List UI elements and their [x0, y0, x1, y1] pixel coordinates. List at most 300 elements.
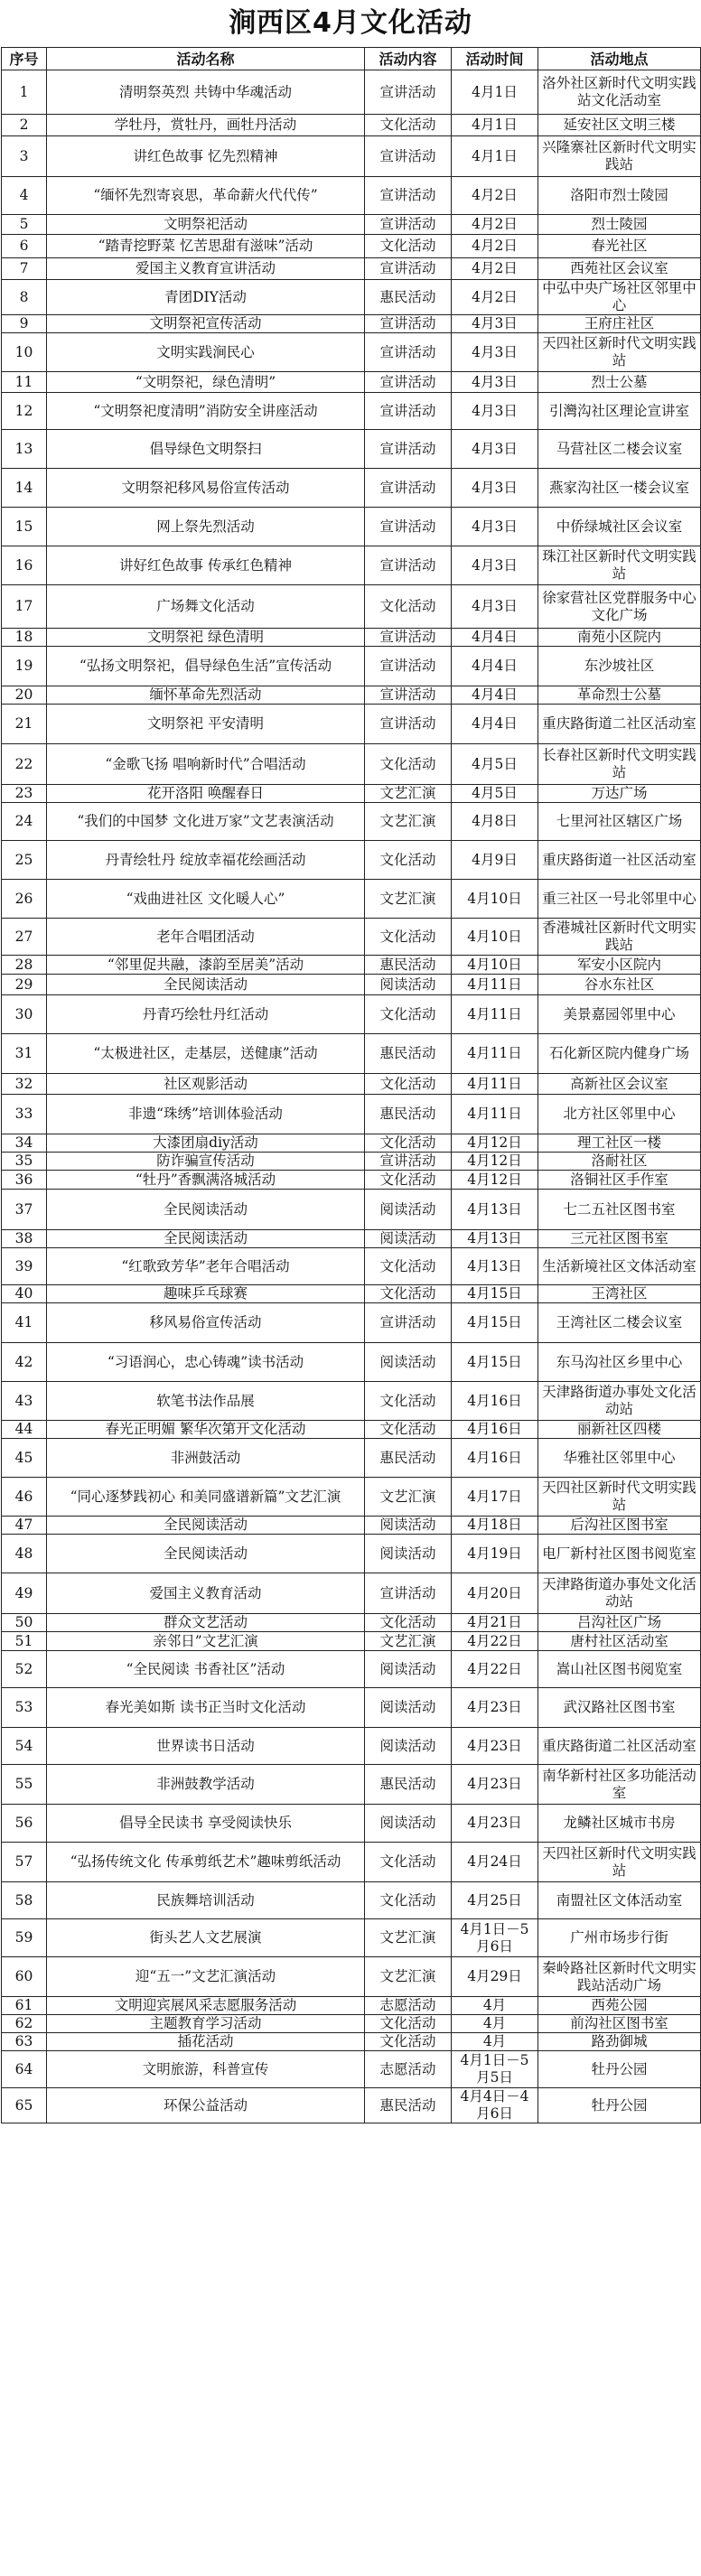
row-number: 22	[2, 744, 47, 785]
activity-type: 宣讲活动	[365, 686, 452, 705]
activity-date: 4月13日	[452, 1230, 538, 1248]
table-row	[2, 1134, 701, 1153]
activity-type: 阅读活动	[365, 1230, 452, 1248]
activity-place: 七二五社区图书室	[538, 1190, 701, 1230]
table-row	[2, 430, 701, 469]
activity-place: 谷水东社区	[538, 975, 701, 995]
table-row	[2, 2015, 701, 2033]
activity-name: “缅怀先烈寄哀思，革命薪火代代传”	[47, 177, 365, 215]
table-row	[2, 744, 701, 785]
activity-place: 烈士陵园	[538, 215, 701, 235]
activity-type: 文艺汇演	[365, 785, 452, 803]
activity-place: 王湾社区	[538, 1285, 701, 1303]
row-number: 19	[2, 647, 47, 686]
activity-type: 惠民活动	[365, 956, 452, 975]
activity-name: 防诈骗宣传活动	[47, 1153, 365, 1171]
activity-name: 迎“五一”文艺汇演活动	[47, 1957, 365, 1997]
activity-date: 4月10日	[452, 956, 538, 975]
table-row	[2, 919, 701, 956]
activity-name: 网上祭先烈活动	[47, 508, 365, 546]
activity-type: 文化活动	[365, 115, 452, 136]
row-number: 33	[2, 1095, 47, 1134]
table-row	[2, 995, 701, 1034]
activity-type: 宣讲活动	[365, 315, 452, 333]
activity-type: 阅读活动	[365, 1535, 452, 1573]
activity-type: 文化活动	[365, 1382, 452, 1421]
row-number: 62	[2, 2015, 47, 2033]
activity-name: 丹青巧绘牡丹红活动	[47, 995, 365, 1034]
activity-name: 全民阅读活动	[47, 1535, 365, 1573]
table-row	[2, 1074, 701, 1095]
activity-type: 阅读活动	[365, 1805, 452, 1843]
table-row	[2, 1034, 701, 1074]
activity-name: 趣味乒乓球赛	[47, 1285, 365, 1303]
activity-place: 牡丹公园	[538, 2051, 701, 2088]
activity-name: 非遗“珠绣”培训体验活动	[47, 1095, 365, 1134]
table-row	[2, 880, 701, 919]
activity-name: 文明迎宾展风采志愿服务活动	[47, 1997, 365, 2015]
activity-place: 高新社区会议室	[538, 1074, 701, 1095]
activity-name: 非洲鼓活动	[47, 1439, 365, 1478]
activity-date: 4月12日	[452, 1171, 538, 1190]
activity-name: 文明实践涧民心	[47, 333, 365, 372]
activity-name: 倡导绿色文明祭扫	[47, 430, 365, 469]
row-number: 9	[2, 315, 47, 333]
activity-date: 4月15日	[452, 1285, 538, 1303]
row-number: 12	[2, 393, 47, 430]
activity-name: 老年合唱团活动	[47, 919, 365, 956]
activity-name: 丹青绘牡丹 绽放幸福花绘画活动	[47, 841, 365, 880]
activity-place: 嵩山社区图书阅览室	[538, 1651, 701, 1688]
table-row	[2, 372, 701, 393]
activity-place: 牡丹公园	[538, 2088, 701, 2123]
activity-date: 4月2日	[452, 215, 538, 235]
activity-date: 4月23日	[452, 1728, 538, 1765]
activity-date: 4月15日	[452, 1303, 538, 1343]
row-number: 44	[2, 1421, 47, 1439]
activity-name: 群众文艺活动	[47, 1614, 365, 1632]
activity-date: 4月1日	[452, 70, 538, 115]
activity-place: 军安小区院内	[538, 956, 701, 975]
activity-type: 阅读活动	[365, 1517, 452, 1535]
activity-type: 惠民活动	[365, 1034, 452, 1074]
activity-name: “我们的中国梦 文化进万家”文艺表演活动	[47, 803, 365, 841]
row-number: 31	[2, 1034, 47, 1074]
table-row	[2, 1439, 701, 1478]
row-number: 40	[2, 1285, 47, 1303]
activity-type: 文艺汇演	[365, 1632, 452, 1651]
activity-name: “红歌致芳华”老年合唱活动	[47, 1248, 365, 1285]
table-row	[2, 1573, 701, 1614]
activity-name: “太极进社区，走基层，送健康”活动	[47, 1034, 365, 1074]
table-row	[2, 686, 701, 705]
table-row	[2, 1632, 701, 1651]
row-number: 18	[2, 629, 47, 647]
activity-type: 阅读活动	[365, 1651, 452, 1688]
table-row	[2, 1171, 701, 1190]
activity-name: 青团DIY活动	[47, 280, 365, 315]
activity-date: 4月2日	[452, 177, 538, 215]
activity-name: 学牡丹，赏牡丹，画牡丹活动	[47, 115, 365, 136]
activity-type: 文化活动	[365, 744, 452, 785]
activity-place: 革命烈士公墓	[538, 686, 701, 705]
activity-type: 文艺汇演	[365, 1919, 452, 1957]
activity-type: 宣讲活动	[365, 647, 452, 686]
activity-date: 4月2日	[452, 258, 538, 280]
activity-place: 徐家营社区党群服务中心文化广场	[538, 585, 701, 629]
activity-name: 讲好红色故事 传承红色精神	[47, 546, 365, 585]
activity-date: 4月11日	[452, 1034, 538, 1074]
row-number: 8	[2, 280, 47, 315]
activity-type: 文化活动	[365, 1171, 452, 1190]
table-row	[2, 1230, 701, 1248]
activity-type: 文艺汇演	[365, 1478, 452, 1517]
activity-name: 亲邻日”文艺汇演	[47, 1632, 365, 1651]
table-header-row	[2, 48, 701, 70]
activity-place: 燕家沟社区一楼会议室	[538, 469, 701, 508]
table-row	[2, 393, 701, 430]
table-row	[2, 115, 701, 136]
table-row	[2, 235, 701, 258]
row-number: 1	[2, 70, 47, 115]
table-row	[2, 1728, 701, 1765]
activity-date: 4月2日	[452, 235, 538, 258]
activity-place: 路劲御城	[538, 2033, 701, 2051]
activity-type: 文化活动	[365, 1614, 452, 1632]
activity-date: 4月10日	[452, 919, 538, 956]
activity-date: 4月16日	[452, 1439, 538, 1478]
activity-place: 珠江社区新时代文明实践站	[538, 546, 701, 585]
activity-date: 4月11日	[452, 995, 538, 1034]
row-number: 64	[2, 2051, 47, 2088]
table-row	[2, 647, 701, 686]
row-number: 43	[2, 1382, 47, 1421]
table-row	[2, 546, 701, 585]
table-row	[2, 1805, 701, 1843]
activity-type: 宣讲活动	[365, 258, 452, 280]
activity-type: 文化活动	[365, 2033, 452, 2051]
activity-place: 美景嘉园邻里中心	[538, 995, 701, 1034]
activity-place: 洛外社区新时代文明实践站文化活动室	[538, 70, 701, 115]
activity-date: 4月12日	[452, 1134, 538, 1153]
activity-table	[1, 47, 701, 2123]
activity-name: 倡导全民读书 享受阅读快乐	[47, 1805, 365, 1843]
activity-date: 4月13日	[452, 1190, 538, 1230]
activity-place: 吕沟社区广场	[538, 1614, 701, 1632]
activity-date: 4月5日	[452, 785, 538, 803]
activity-name: “同心逐梦践初心 和美同盛谱新篇”文艺汇演	[47, 1478, 365, 1517]
activity-date: 4月4日－4月6日	[452, 2088, 538, 2123]
activity-type: 文化活动	[365, 1421, 452, 1439]
activity-date: 4月4日	[452, 686, 538, 705]
table-body	[2, 70, 701, 2123]
activity-name: 环保公益活动	[47, 2088, 365, 2123]
table-row	[2, 1882, 701, 1919]
activity-place: 天津路街道办事处文化活动站	[538, 1382, 701, 1421]
activity-date: 4月16日	[452, 1421, 538, 1439]
activity-place: 丽新社区四楼	[538, 1421, 701, 1439]
activity-date: 4月23日	[452, 1765, 538, 1805]
activity-place: 天四社区新时代文明实践站	[538, 333, 701, 372]
activity-name: 讲红色故事 忆先烈精神	[47, 136, 365, 177]
activity-type: 阅读活动	[365, 1688, 452, 1728]
activity-type: 文艺汇演	[365, 880, 452, 919]
table-row	[2, 841, 701, 880]
activity-name: 民族舞培训活动	[47, 1882, 365, 1919]
activity-name: 文明祭祀活动	[47, 215, 365, 235]
activity-type: 宣讲活动	[365, 469, 452, 508]
activity-type: 惠民活动	[365, 1095, 452, 1134]
header-place: 活动地点	[538, 48, 701, 70]
activity-type: 宣讲活动	[365, 430, 452, 469]
activity-place: 南盟社区文体活动室	[538, 1882, 701, 1919]
row-number: 3	[2, 136, 47, 177]
activity-date: 4月3日	[452, 393, 538, 430]
activity-name: 春光美如斯 读书正当时文化活动	[47, 1688, 365, 1728]
activity-place: 香港城社区新时代文明实践站	[538, 919, 701, 956]
activity-place: 东沙坡社区	[538, 647, 701, 686]
activity-place: 华雅社区邻里中心	[538, 1439, 701, 1478]
activity-name: 爱国主义教育宣讲活动	[47, 258, 365, 280]
activity-type: 惠民活动	[365, 280, 452, 315]
activity-place: 重三社区一号北邻里中心	[538, 880, 701, 919]
table-row	[2, 1688, 701, 1728]
activity-place: 重庆路街道二社区活动室	[538, 1728, 701, 1765]
table-row	[2, 280, 701, 315]
activity-place: 天四社区新时代文明实践站	[538, 1843, 701, 1882]
row-number: 29	[2, 975, 47, 995]
activity-date: 4月3日	[452, 508, 538, 546]
row-number: 57	[2, 1843, 47, 1882]
row-number: 36	[2, 1171, 47, 1190]
activity-place: 中侨绿城社区会议室	[538, 508, 701, 546]
activity-place: 烈士公墓	[538, 372, 701, 393]
table-row	[2, 975, 701, 995]
activity-place: 西苑公园	[538, 1997, 701, 2015]
row-number: 30	[2, 995, 47, 1034]
activity-type: 宣讲活动	[365, 393, 452, 430]
activity-date: 4月13日	[452, 1248, 538, 1285]
activity-place: 西苑社区会议室	[538, 258, 701, 280]
table-row	[2, 136, 701, 177]
activity-date: 4月	[452, 2015, 538, 2033]
activity-place: 洛铜社区手作室	[538, 1171, 701, 1190]
table-row	[2, 1614, 701, 1632]
row-number: 41	[2, 1303, 47, 1343]
activity-date: 4月9日	[452, 841, 538, 880]
table-row	[2, 1153, 701, 1171]
activity-place: 三元社区图书室	[538, 1230, 701, 1248]
activity-name: 非洲鼓教学活动	[47, 1765, 365, 1805]
row-number: 39	[2, 1248, 47, 1285]
table-row	[2, 1421, 701, 1439]
row-number: 35	[2, 1153, 47, 1171]
activity-place: 马营社区二楼会议室	[538, 430, 701, 469]
activity-place: 重庆路街道一社区活动室	[538, 841, 701, 880]
activity-name: 文明祭祀 平安清明	[47, 705, 365, 744]
activity-place: 天津路街道办事处文化活动站	[538, 1573, 701, 1614]
activity-type: 惠民活动	[365, 1765, 452, 1805]
activity-place: 兴隆寨社区新时代文明实践站	[538, 136, 701, 177]
activity-type: 志愿活动	[365, 1997, 452, 2015]
table-row	[2, 1957, 701, 1997]
activity-date: 4月11日	[452, 1095, 538, 1134]
activity-type: 宣讲活动	[365, 177, 452, 215]
activity-name: 爱国主义教育活动	[47, 1573, 365, 1614]
activity-name: 广场舞文化活动	[47, 585, 365, 629]
row-number: 28	[2, 956, 47, 975]
activity-date: 4月10日	[452, 880, 538, 919]
activity-type: 宣讲活动	[365, 629, 452, 647]
activity-place: 洛耐社区	[538, 1153, 701, 1171]
row-number: 7	[2, 258, 47, 280]
activity-name: “牡丹”香飘满洛城活动	[47, 1171, 365, 1190]
activity-date: 4月4日	[452, 629, 538, 647]
activity-type: 文化活动	[365, 235, 452, 258]
activity-name: “文明祭祀，绿色清明”	[47, 372, 365, 393]
activity-type: 宣讲活动	[365, 546, 452, 585]
table-row	[2, 2088, 701, 2123]
row-number: 51	[2, 1632, 47, 1651]
activity-date: 4月20日	[452, 1573, 538, 1614]
row-number: 63	[2, 2033, 47, 2051]
activity-date: 4月25日	[452, 1882, 538, 1919]
row-number: 17	[2, 585, 47, 629]
table-row	[2, 1651, 701, 1688]
activity-type: 宣讲活动	[365, 508, 452, 546]
activity-place: 王府庄社区	[538, 315, 701, 333]
row-number: 47	[2, 1517, 47, 1535]
activity-name: “文明祭祀度清明”消防安全讲座活动	[47, 393, 365, 430]
row-number: 21	[2, 705, 47, 744]
table-row	[2, 1535, 701, 1573]
activity-name: 全民阅读活动	[47, 1230, 365, 1248]
table-row	[2, 1382, 701, 1421]
activity-type: 文艺汇演	[365, 1957, 452, 1997]
table-row	[2, 469, 701, 508]
activity-type: 宣讲活动	[365, 215, 452, 235]
activity-date: 4月4日	[452, 705, 538, 744]
row-number: 54	[2, 1728, 47, 1765]
activity-date: 4月21日	[452, 1614, 538, 1632]
activity-name: 春光正明媚 繁华次第开文化活动	[47, 1421, 365, 1439]
activity-place: 秦岭路社区新时代文明实践站活动广场	[538, 1957, 701, 1997]
activity-name: 全民阅读活动	[47, 1517, 365, 1535]
activity-place: 理工社区一楼	[538, 1134, 701, 1153]
activity-date: 4月	[452, 1997, 538, 2015]
activity-name: 花开洛阳 唤醒春日	[47, 785, 365, 803]
row-number: 16	[2, 546, 47, 585]
activity-place: 生活新境社区文体活动室	[538, 1248, 701, 1285]
activity-type: 阅读活动	[365, 1343, 452, 1382]
table-row	[2, 333, 701, 372]
activity-place: 电厂新村社区图书阅览室	[538, 1535, 701, 1573]
activity-type: 宣讲活动	[365, 136, 452, 177]
row-number: 58	[2, 1882, 47, 1919]
activity-type: 文化活动	[365, 585, 452, 629]
activity-type: 文化活动	[365, 1248, 452, 1285]
activity-name: 文明旅游，科普宣传	[47, 2051, 365, 2088]
activity-place: 石化新区院内健身广场	[538, 1034, 701, 1074]
activity-type: 宣讲活动	[365, 705, 452, 744]
activity-place: 王湾社区二楼会议室	[538, 1303, 701, 1343]
row-number: 15	[2, 508, 47, 546]
row-number: 45	[2, 1439, 47, 1478]
activity-date: 4月23日	[452, 1805, 538, 1843]
activity-name: “弘扬传统文化 传承剪纸艺术”趣味剪纸活动	[47, 1843, 365, 1882]
activity-name: “弘扬文明祭祀，倡导绿色生活”宣传活动	[47, 647, 365, 686]
table-row	[2, 803, 701, 841]
activity-type: 志愿活动	[365, 2051, 452, 2088]
table-row	[2, 1190, 701, 1230]
activity-type: 文化活动	[365, 1074, 452, 1095]
page-title: 涧西区4月文化活动	[229, 7, 472, 39]
table-row	[2, 215, 701, 235]
activity-date: 4月11日	[452, 1074, 538, 1095]
row-number: 32	[2, 1074, 47, 1095]
activity-date: 4月24日	[452, 1843, 538, 1882]
activity-type: 文化活动	[365, 919, 452, 956]
table-row	[2, 1919, 701, 1957]
activity-name: 全民阅读活动	[47, 1190, 365, 1230]
row-number: 38	[2, 1230, 47, 1248]
row-number: 2	[2, 115, 47, 136]
activity-place: 南华新村社区多功能活动室	[538, 1765, 701, 1805]
activity-type: 阅读活动	[365, 1728, 452, 1765]
activity-type: 惠民活动	[365, 2088, 452, 2123]
activity-place: 引灣沟社区理论宣讲室	[538, 393, 701, 430]
activity-name: “全民阅读 书香社区”活动	[47, 1651, 365, 1688]
activity-place: 中弘中央广场社区邻里中心	[538, 280, 701, 315]
activity-type: 宣讲活动	[365, 70, 452, 115]
table-row	[2, 585, 701, 629]
activity-type: 文化活动	[365, 1882, 452, 1919]
activity-date: 4月5日	[452, 744, 538, 785]
row-number: 26	[2, 880, 47, 919]
activity-place: 广州市场步行街	[538, 1919, 701, 1957]
activity-date: 4月3日	[452, 372, 538, 393]
row-number: 4	[2, 177, 47, 215]
activity-date: 4月3日	[452, 430, 538, 469]
activity-name: 文明祭祀移风易俗宣传活动	[47, 469, 365, 508]
activity-type: 宣讲活动	[365, 333, 452, 372]
table-row	[2, 2051, 701, 2088]
activity-date: 4月22日	[452, 1632, 538, 1651]
activity-name: “金歌飞扬 唱响新时代”合唱活动	[47, 744, 365, 785]
row-number: 11	[2, 372, 47, 393]
row-number: 52	[2, 1651, 47, 1688]
row-number: 27	[2, 919, 47, 956]
table-row	[2, 258, 701, 280]
header-no: 序号	[2, 48, 47, 70]
row-number: 5	[2, 215, 47, 235]
activity-name: “戏曲进社区 文化暖人心”	[47, 880, 365, 919]
row-number: 25	[2, 841, 47, 880]
table-row	[2, 1478, 701, 1517]
row-number: 37	[2, 1190, 47, 1230]
activity-date: 4月1日	[452, 136, 538, 177]
row-number: 56	[2, 1805, 47, 1843]
activity-date: 4月1日	[452, 115, 538, 136]
activity-name: 插花活动	[47, 2033, 365, 2051]
activity-place: 东马沟社区乡里中心	[538, 1343, 701, 1382]
activity-date: 4月11日	[452, 975, 538, 995]
activity-date: 4月1日－5月5日	[452, 2051, 538, 2088]
activity-name: 清明祭英烈 共铸中华魂活动	[47, 70, 365, 115]
activity-place: 万达广场	[538, 785, 701, 803]
table-row	[2, 1765, 701, 1805]
row-number: 55	[2, 1765, 47, 1805]
